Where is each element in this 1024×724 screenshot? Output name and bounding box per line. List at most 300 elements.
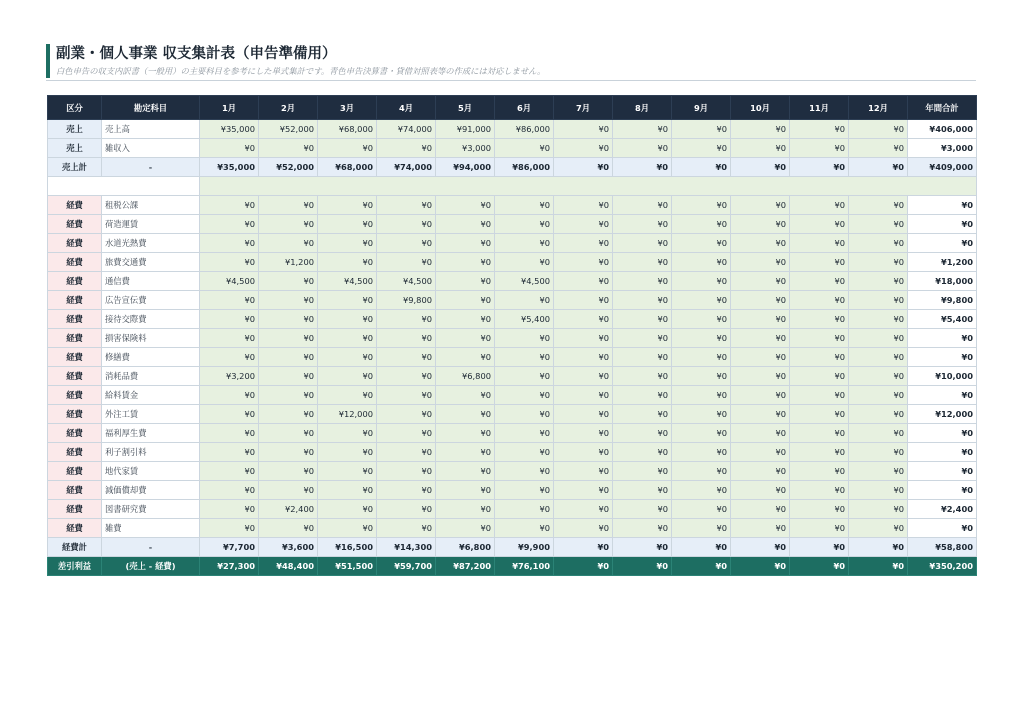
month-value-cell: ¥0 xyxy=(318,367,377,386)
month-value-cell: ¥0 xyxy=(613,557,672,576)
month-value-cell: ¥0 xyxy=(613,310,672,329)
month-value-cell: ¥0 xyxy=(554,158,613,177)
month-value-cell: ¥0 xyxy=(672,405,731,424)
month-value-cell: ¥0 xyxy=(790,272,849,291)
month-value-cell: ¥0 xyxy=(849,386,908,405)
account-cell: 福利厚生費 xyxy=(102,424,200,443)
month-value-cell: ¥52,000 xyxy=(259,120,318,139)
category-cell: 売上計 xyxy=(48,158,102,177)
month-value-cell: ¥0 xyxy=(613,120,672,139)
month-value-cell: ¥0 xyxy=(554,405,613,424)
month-value-cell: ¥0 xyxy=(613,424,672,443)
month-value-cell: ¥4,500 xyxy=(318,272,377,291)
month-value-cell: ¥0 xyxy=(259,481,318,500)
annual-total-cell: ¥0 xyxy=(908,386,977,405)
month-value-cell: ¥3,000 xyxy=(436,139,495,158)
month-value-cell: ¥16,500 xyxy=(318,538,377,557)
category-cell: 経費 xyxy=(48,329,102,348)
category-cell: 経費 xyxy=(48,500,102,519)
month-value-cell: ¥0 xyxy=(259,272,318,291)
month-value-cell: ¥0 xyxy=(318,481,377,500)
month-value-cell: ¥0 xyxy=(200,405,259,424)
month-value-cell: ¥0 xyxy=(849,443,908,462)
month-value-cell: ¥0 xyxy=(613,462,672,481)
title-block xyxy=(46,44,986,78)
month-value-cell: ¥0 xyxy=(554,291,613,310)
page-title: 副業・個人事業 収支集計表（申告準備用） xyxy=(56,46,337,62)
category-cell: 経費 xyxy=(48,348,102,367)
month-value-cell: ¥0 xyxy=(731,443,790,462)
month-value-cell: ¥0 xyxy=(849,462,908,481)
month-value-cell: ¥0 xyxy=(200,139,259,158)
month-value-cell: ¥0 xyxy=(790,139,849,158)
month-value-cell: ¥6,800 xyxy=(436,367,495,386)
month-value-cell: ¥0 xyxy=(200,215,259,234)
month-value-cell: ¥0 xyxy=(731,310,790,329)
month-value-cell: ¥0 xyxy=(200,196,259,215)
table-row xyxy=(48,386,977,405)
month-value-cell: ¥0 xyxy=(554,310,613,329)
month-value-cell: ¥0 xyxy=(672,367,731,386)
month-value-cell: ¥0 xyxy=(613,500,672,519)
month-value-cell: ¥0 xyxy=(790,557,849,576)
month-value-cell: ¥0 xyxy=(554,557,613,576)
annual-total-cell: ¥0 xyxy=(908,519,977,538)
month-value-cell: ¥27,300 xyxy=(200,557,259,576)
column-header: 勘定科目 xyxy=(102,96,200,120)
income-expense-table xyxy=(47,95,977,576)
column-header: 区分 xyxy=(48,96,102,120)
month-value-cell: ¥0 xyxy=(613,405,672,424)
month-value-cell: ¥0 xyxy=(849,500,908,519)
month-value-cell: ¥0 xyxy=(613,215,672,234)
column-header: 8月 xyxy=(613,96,672,120)
month-value-cell: ¥0 xyxy=(731,500,790,519)
month-value-cell: ¥0 xyxy=(613,158,672,177)
month-value-cell: ¥0 xyxy=(731,272,790,291)
annual-total-cell: ¥5,400 xyxy=(908,310,977,329)
month-value-cell: ¥9,800 xyxy=(377,291,436,310)
month-value-cell: ¥0 xyxy=(731,215,790,234)
month-value-cell: ¥0 xyxy=(613,139,672,158)
month-value-cell: ¥0 xyxy=(731,424,790,443)
account-cell: 図書研究費 xyxy=(102,500,200,519)
table-row xyxy=(48,272,977,291)
account-cell: 旅費交通費 xyxy=(102,253,200,272)
table-row xyxy=(48,234,977,253)
month-value-cell: ¥0 xyxy=(495,348,554,367)
month-value-cell: ¥0 xyxy=(259,405,318,424)
month-value-cell: ¥0 xyxy=(672,557,731,576)
category-cell: 経費 xyxy=(48,424,102,443)
annual-total-cell: ¥406,000 xyxy=(908,120,977,139)
month-value-cell: ¥0 xyxy=(849,272,908,291)
month-value-cell: ¥0 xyxy=(554,367,613,386)
table-row xyxy=(48,310,977,329)
month-value-cell: ¥0 xyxy=(318,500,377,519)
month-value-cell: ¥68,000 xyxy=(318,158,377,177)
annual-total-cell: ¥409,000 xyxy=(908,158,977,177)
table-row xyxy=(48,348,977,367)
account-cell: 水道光熱費 xyxy=(102,234,200,253)
month-value-cell: ¥0 xyxy=(436,405,495,424)
annual-total-cell: ¥0 xyxy=(908,196,977,215)
account-cell: 接待交際費 xyxy=(102,310,200,329)
table-header-row xyxy=(48,96,977,120)
month-value-cell: ¥0 xyxy=(849,310,908,329)
account-cell: 減価償却費 xyxy=(102,481,200,500)
month-value-cell: ¥0 xyxy=(790,291,849,310)
month-value-cell: ¥0 xyxy=(613,481,672,500)
category-cell: 経費計 xyxy=(48,538,102,557)
month-value-cell: ¥0 xyxy=(849,481,908,500)
category-cell: 経費 xyxy=(48,405,102,424)
category-cell: 経費 xyxy=(48,481,102,500)
month-value-cell: ¥0 xyxy=(731,538,790,557)
month-value-cell: ¥0 xyxy=(200,519,259,538)
category-cell: 経費 xyxy=(48,272,102,291)
month-value-cell: ¥87,200 xyxy=(436,557,495,576)
month-value-cell: ¥0 xyxy=(672,196,731,215)
month-value-cell: ¥0 xyxy=(495,500,554,519)
month-value-cell: ¥0 xyxy=(790,367,849,386)
month-value-cell: ¥1,200 xyxy=(259,253,318,272)
month-value-cell: ¥0 xyxy=(554,386,613,405)
month-value-cell: ¥0 xyxy=(495,424,554,443)
category-cell: 経費 xyxy=(48,215,102,234)
annual-total-cell: ¥0 xyxy=(908,443,977,462)
page-subtitle: 白色申告の収支内訳書（一般用）の主要科目を参考にした単式集計です。青色申告決算書・貸借対照表等の作成には対応しません。 xyxy=(56,66,546,76)
month-value-cell: ¥0 xyxy=(849,329,908,348)
month-value-cell: ¥0 xyxy=(377,329,436,348)
month-value-cell: ¥0 xyxy=(377,367,436,386)
table-row xyxy=(48,462,977,481)
month-value-cell: ¥0 xyxy=(790,424,849,443)
month-value-cell: ¥0 xyxy=(377,424,436,443)
month-value-cell: ¥0 xyxy=(613,367,672,386)
category-cell: 売上 xyxy=(48,139,102,158)
month-value-cell: ¥0 xyxy=(731,234,790,253)
table-row xyxy=(48,120,977,139)
column-header: 5月 xyxy=(436,96,495,120)
month-value-cell: ¥0 xyxy=(495,386,554,405)
month-value-cell: ¥0 xyxy=(377,139,436,158)
annual-total-cell: ¥18,000 xyxy=(908,272,977,291)
spacer-row xyxy=(48,177,977,196)
month-value-cell: ¥0 xyxy=(377,386,436,405)
month-value-cell: ¥0 xyxy=(731,481,790,500)
month-value-cell: ¥0 xyxy=(318,329,377,348)
month-value-cell: ¥0 xyxy=(672,538,731,557)
month-value-cell: ¥0 xyxy=(495,481,554,500)
month-value-cell: ¥0 xyxy=(672,215,731,234)
month-value-cell: ¥0 xyxy=(731,196,790,215)
annual-total-cell: ¥0 xyxy=(908,462,977,481)
month-value-cell: ¥0 xyxy=(849,234,908,253)
month-value-cell: ¥0 xyxy=(554,443,613,462)
month-value-cell: ¥0 xyxy=(849,139,908,158)
month-value-cell: ¥0 xyxy=(377,234,436,253)
month-value-cell: ¥0 xyxy=(554,196,613,215)
month-value-cell: ¥0 xyxy=(377,481,436,500)
table-row xyxy=(48,500,977,519)
month-value-cell: ¥0 xyxy=(318,462,377,481)
month-value-cell: ¥0 xyxy=(731,348,790,367)
category-cell: 経費 xyxy=(48,253,102,272)
account-cell: 修繕費 xyxy=(102,348,200,367)
month-value-cell: ¥0 xyxy=(259,234,318,253)
month-value-cell: ¥0 xyxy=(436,462,495,481)
month-value-cell: ¥0 xyxy=(849,557,908,576)
account-cell: 売上高 xyxy=(102,120,200,139)
month-value-cell: ¥4,500 xyxy=(377,272,436,291)
month-value-cell: ¥0 xyxy=(200,253,259,272)
month-value-cell: ¥0 xyxy=(554,462,613,481)
account-cell: (売上 - 経費) xyxy=(102,557,200,576)
category-cell: 経費 xyxy=(48,443,102,462)
annual-total-cell: ¥10,000 xyxy=(908,367,977,386)
month-value-cell: ¥0 xyxy=(613,538,672,557)
month-value-cell: ¥0 xyxy=(554,215,613,234)
month-value-cell: ¥0 xyxy=(495,462,554,481)
expense-total-row xyxy=(48,538,977,557)
month-value-cell: ¥0 xyxy=(790,234,849,253)
month-value-cell: ¥0 xyxy=(495,234,554,253)
account-cell: - xyxy=(102,538,200,557)
month-value-cell: ¥0 xyxy=(554,234,613,253)
category-cell: 売上 xyxy=(48,120,102,139)
month-value-cell: ¥0 xyxy=(495,215,554,234)
month-value-cell: ¥4,500 xyxy=(200,272,259,291)
month-value-cell: ¥0 xyxy=(849,538,908,557)
month-value-cell: ¥0 xyxy=(377,462,436,481)
month-value-cell: ¥52,000 xyxy=(259,158,318,177)
month-value-cell: ¥0 xyxy=(790,310,849,329)
month-value-cell: ¥0 xyxy=(790,253,849,272)
table-row xyxy=(48,405,977,424)
month-value-cell: ¥0 xyxy=(259,348,318,367)
month-value-cell: ¥0 xyxy=(790,443,849,462)
account-cell: 広告宣伝費 xyxy=(102,291,200,310)
annual-total-cell: ¥0 xyxy=(908,348,977,367)
month-value-cell: ¥0 xyxy=(259,139,318,158)
month-value-cell: ¥68,000 xyxy=(318,120,377,139)
month-value-cell: ¥0 xyxy=(849,196,908,215)
month-value-cell: ¥0 xyxy=(436,386,495,405)
month-value-cell: ¥0 xyxy=(259,462,318,481)
month-value-cell: ¥0 xyxy=(672,139,731,158)
month-value-cell: ¥0 xyxy=(613,253,672,272)
month-value-cell: ¥0 xyxy=(672,481,731,500)
month-value-cell: ¥48,400 xyxy=(259,557,318,576)
month-value-cell: ¥35,000 xyxy=(200,120,259,139)
annual-total-cell: ¥0 xyxy=(908,424,977,443)
column-header: 9月 xyxy=(672,96,731,120)
annual-total-cell: ¥9,800 xyxy=(908,291,977,310)
month-value-cell: ¥3,600 xyxy=(259,538,318,557)
month-value-cell: ¥0 xyxy=(731,329,790,348)
month-value-cell: ¥0 xyxy=(259,424,318,443)
month-value-cell: ¥0 xyxy=(672,310,731,329)
month-value-cell: ¥2,400 xyxy=(259,500,318,519)
month-value-cell: ¥0 xyxy=(259,215,318,234)
month-value-cell: ¥0 xyxy=(554,139,613,158)
month-value-cell: ¥0 xyxy=(200,386,259,405)
category-cell: 経費 xyxy=(48,291,102,310)
annual-total-cell: ¥12,000 xyxy=(908,405,977,424)
month-value-cell: ¥0 xyxy=(318,424,377,443)
month-value-cell: ¥0 xyxy=(613,443,672,462)
month-value-cell: ¥0 xyxy=(790,462,849,481)
month-value-cell: ¥0 xyxy=(849,120,908,139)
month-value-cell: ¥0 xyxy=(200,462,259,481)
month-value-cell: ¥0 xyxy=(731,462,790,481)
month-value-cell: ¥5,400 xyxy=(495,310,554,329)
month-value-cell: ¥0 xyxy=(436,329,495,348)
month-value-cell: ¥0 xyxy=(672,462,731,481)
month-value-cell: ¥0 xyxy=(436,348,495,367)
month-value-cell: ¥0 xyxy=(731,557,790,576)
month-value-cell: ¥0 xyxy=(200,481,259,500)
month-value-cell: ¥0 xyxy=(436,310,495,329)
month-value-cell: ¥0 xyxy=(200,329,259,348)
account-cell: 消耗品費 xyxy=(102,367,200,386)
month-value-cell: ¥0 xyxy=(436,196,495,215)
month-value-cell: ¥35,000 xyxy=(200,158,259,177)
month-value-cell: ¥0 xyxy=(318,291,377,310)
month-value-cell: ¥0 xyxy=(377,500,436,519)
month-value-cell: ¥0 xyxy=(436,519,495,538)
month-value-cell: ¥0 xyxy=(672,158,731,177)
month-value-cell: ¥7,700 xyxy=(200,538,259,557)
month-value-cell: ¥0 xyxy=(495,405,554,424)
month-value-cell: ¥0 xyxy=(554,538,613,557)
annual-total-cell: ¥2,400 xyxy=(908,500,977,519)
account-cell: - xyxy=(102,158,200,177)
account-cell: 租税公課 xyxy=(102,196,200,215)
month-value-cell: ¥0 xyxy=(495,443,554,462)
category-cell: 経費 xyxy=(48,367,102,386)
month-value-cell: ¥0 xyxy=(790,215,849,234)
month-value-cell: ¥0 xyxy=(554,253,613,272)
month-value-cell: ¥0 xyxy=(318,310,377,329)
month-value-cell: ¥0 xyxy=(436,234,495,253)
net-profit-row xyxy=(48,557,977,576)
month-value-cell: ¥59,700 xyxy=(377,557,436,576)
month-value-cell: ¥0 xyxy=(672,500,731,519)
month-value-cell: ¥0 xyxy=(259,310,318,329)
month-value-cell: ¥0 xyxy=(790,538,849,557)
month-value-cell: ¥0 xyxy=(790,120,849,139)
month-value-cell: ¥0 xyxy=(731,519,790,538)
month-value-cell: ¥76,100 xyxy=(495,557,554,576)
month-value-cell: ¥0 xyxy=(259,386,318,405)
month-value-cell: ¥0 xyxy=(790,348,849,367)
month-value-cell: ¥0 xyxy=(495,253,554,272)
category-cell: 経費 xyxy=(48,234,102,253)
month-value-cell: ¥0 xyxy=(731,139,790,158)
month-value-cell: ¥0 xyxy=(731,386,790,405)
month-value-cell: ¥0 xyxy=(318,348,377,367)
annual-total-cell: ¥0 xyxy=(908,481,977,500)
month-value-cell: ¥0 xyxy=(436,443,495,462)
table-row xyxy=(48,291,977,310)
account-cell: 利子割引料 xyxy=(102,443,200,462)
sales-total-row xyxy=(48,158,977,177)
month-value-cell: ¥0 xyxy=(436,215,495,234)
month-value-cell: ¥0 xyxy=(377,215,436,234)
month-value-cell: ¥0 xyxy=(790,329,849,348)
month-value-cell: ¥0 xyxy=(613,234,672,253)
month-value-cell: ¥0 xyxy=(436,424,495,443)
month-value-cell: ¥0 xyxy=(318,386,377,405)
annual-total-cell: ¥0 xyxy=(908,215,977,234)
month-value-cell: ¥0 xyxy=(318,139,377,158)
month-value-cell: ¥0 xyxy=(790,481,849,500)
account-cell: 荷造運賃 xyxy=(102,215,200,234)
column-header: 4月 xyxy=(377,96,436,120)
month-value-cell: ¥0 xyxy=(495,329,554,348)
annual-total-cell: ¥1,200 xyxy=(908,253,977,272)
month-value-cell: ¥0 xyxy=(436,253,495,272)
month-value-cell: ¥0 xyxy=(495,139,554,158)
month-value-cell: ¥0 xyxy=(672,386,731,405)
annual-total-cell: ¥0 xyxy=(908,329,977,348)
month-value-cell: ¥0 xyxy=(495,196,554,215)
month-value-cell: ¥3,200 xyxy=(200,367,259,386)
column-header: 2月 xyxy=(259,96,318,120)
month-value-cell: ¥0 xyxy=(495,291,554,310)
month-value-cell: ¥0 xyxy=(200,291,259,310)
month-value-cell: ¥4,500 xyxy=(495,272,554,291)
month-value-cell: ¥0 xyxy=(790,196,849,215)
table-row xyxy=(48,139,977,158)
month-value-cell: ¥0 xyxy=(731,405,790,424)
month-value-cell: ¥0 xyxy=(849,348,908,367)
account-cell: 損害保険料 xyxy=(102,329,200,348)
month-value-cell: ¥0 xyxy=(672,120,731,139)
table-row xyxy=(48,329,977,348)
month-value-cell: ¥0 xyxy=(200,424,259,443)
month-value-cell: ¥51,500 xyxy=(318,557,377,576)
account-cell: 雑費 xyxy=(102,519,200,538)
month-value-cell: ¥0 xyxy=(377,348,436,367)
month-value-cell: ¥0 xyxy=(731,120,790,139)
category-cell: 経費 xyxy=(48,386,102,405)
spacer-cell xyxy=(48,177,200,196)
month-value-cell: ¥0 xyxy=(613,291,672,310)
month-value-cell: ¥0 xyxy=(849,253,908,272)
month-value-cell: ¥0 xyxy=(672,348,731,367)
month-value-cell: ¥0 xyxy=(613,196,672,215)
column-header: 3月 xyxy=(318,96,377,120)
column-header: 10月 xyxy=(731,96,790,120)
month-value-cell: ¥0 xyxy=(731,158,790,177)
month-value-cell: ¥0 xyxy=(849,367,908,386)
month-value-cell: ¥86,000 xyxy=(495,158,554,177)
month-value-cell: ¥0 xyxy=(318,234,377,253)
table-row xyxy=(48,367,977,386)
month-value-cell: ¥0 xyxy=(849,405,908,424)
table-row xyxy=(48,519,977,538)
month-value-cell: ¥0 xyxy=(790,158,849,177)
month-value-cell: ¥0 xyxy=(613,519,672,538)
month-value-cell: ¥0 xyxy=(436,291,495,310)
month-value-cell: ¥86,000 xyxy=(495,120,554,139)
month-value-cell: ¥0 xyxy=(259,519,318,538)
month-value-cell: ¥0 xyxy=(436,481,495,500)
month-value-cell: ¥0 xyxy=(377,253,436,272)
